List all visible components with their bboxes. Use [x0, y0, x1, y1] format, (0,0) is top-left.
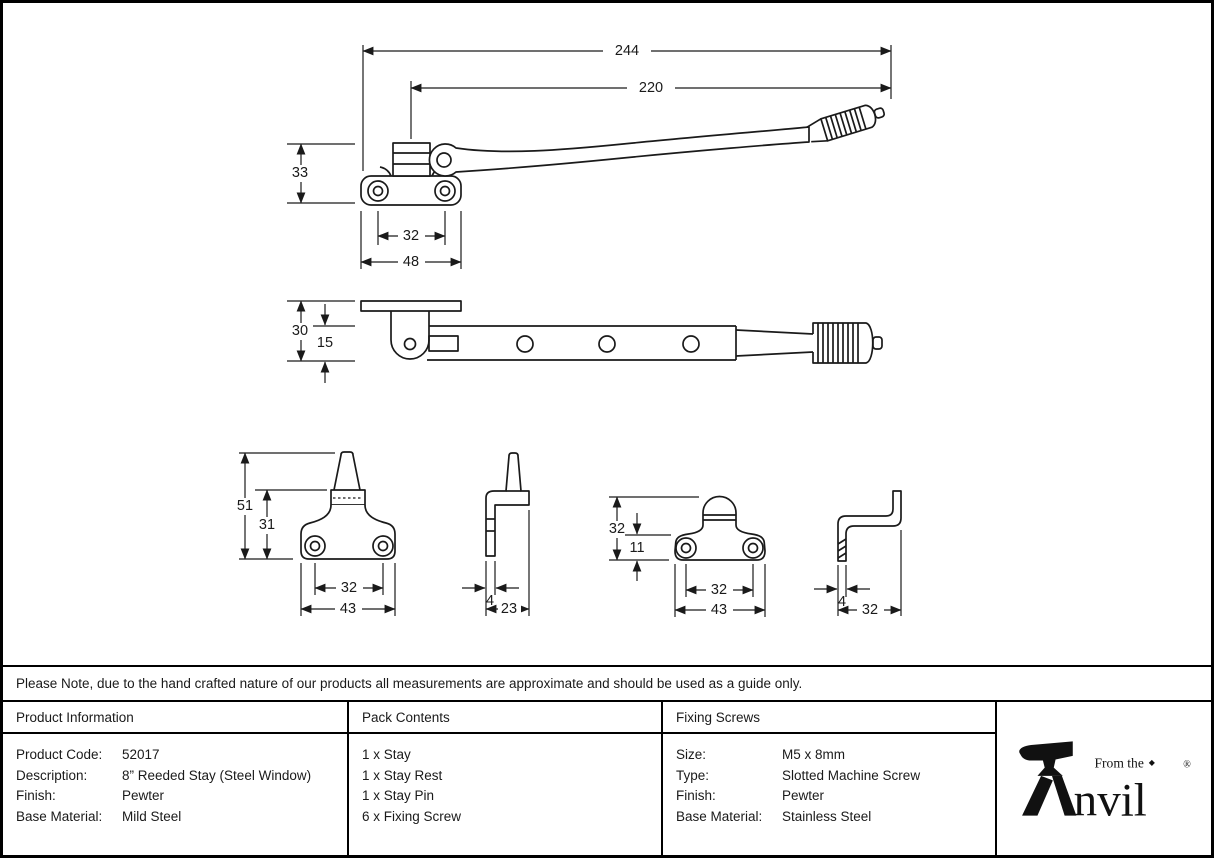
dim-pin-depth: 23 — [500, 601, 518, 617]
info-tables-row — [3, 702, 1211, 855]
row-value: Mild Steel — [122, 808, 182, 824]
diamond-icon: ◆ — [1148, 757, 1156, 767]
product-information-header: Product Information — [3, 702, 347, 734]
dim-stay-base-width: 48 — [402, 254, 420, 270]
row-value: Stainless Steel — [782, 808, 872, 824]
dim-pin-hole-spacing: 32 — [340, 580, 358, 596]
drawing-stay-rest-front — [604, 497, 765, 618]
dim-pin-base-width: 43 — [339, 601, 357, 617]
dim-pin-overall-height: 51 — [236, 498, 254, 514]
pack-contents-header: Pack Contents — [349, 702, 661, 734]
row-label: Base Material: — [16, 808, 103, 824]
brand-logo-cell — [997, 702, 1211, 855]
fixing-screws-section — [663, 702, 997, 855]
row-value: 8” Reeded Stay (Steel Window) — [122, 767, 312, 783]
dim-stay-hole-spacing: 32 — [402, 228, 420, 244]
dim-stay-overall: 244 — [614, 43, 640, 59]
dim-stay-bracket-height: 33 — [291, 165, 309, 181]
table-row — [16, 786, 334, 807]
drawing-stay-side — [287, 301, 882, 383]
table-row — [16, 807, 334, 828]
logo-brand-text: nvil — [1073, 774, 1147, 822]
letter-a-right-leg — [1052, 775, 1076, 815]
from-the-anvil-logo — [1011, 736, 1197, 822]
dim-stay-bar-height: 15 — [316, 335, 334, 351]
row-value: 52017 — [122, 747, 160, 762]
stay-handle-plan — [806, 101, 887, 146]
technical-drawing-area — [3, 3, 1211, 665]
row-label: Type: — [676, 767, 710, 783]
list-item: 1 x Stay Pin — [362, 788, 435, 803]
disclaimer-note-text: Please Note, due to the hand crafted nature of our products all measurements are approximate and should be used as a guide only. — [16, 676, 803, 691]
table-row — [16, 745, 334, 766]
list-item: 6 x Fixing Screw — [362, 808, 462, 824]
table-row — [16, 766, 334, 787]
row-label: Description: — [16, 767, 88, 783]
dim-rest-hole-spacing: 32 — [710, 582, 728, 598]
table-row — [676, 766, 982, 787]
drawing-stay-pin-side — [462, 453, 529, 617]
dim-rest-base-height: 11 — [629, 540, 645, 556]
list-item: 1 x Stay — [362, 747, 411, 762]
row-label: Finish: — [16, 788, 56, 803]
drawing-stay-plan — [287, 42, 891, 270]
product-information-section — [3, 702, 349, 855]
product-information-body — [3, 734, 347, 827]
dim-pin-body-height: 31 — [258, 517, 276, 533]
row-value: Pewter — [782, 788, 825, 803]
row-value: M5 x 8mm — [782, 747, 846, 762]
fixing-screws-header: Fixing Screws — [663, 702, 995, 734]
row-label: Base Material: — [676, 808, 763, 824]
dim-pin-thickness: 4 — [485, 593, 495, 609]
technical-drawing-svg — [3, 3, 1211, 665]
drawing-stay-rest-side — [814, 491, 901, 618]
dim-stay-arm: 220 — [638, 80, 664, 96]
row-value: Pewter — [122, 788, 165, 803]
dim-rest-depth: 32 — [861, 602, 879, 618]
registered-trademark-icon: ® — [1183, 759, 1191, 771]
dim-rest-thickness: 4 — [837, 594, 847, 610]
row-label: Finish: — [676, 788, 716, 803]
disclaimer-note-row — [3, 665, 1214, 702]
pack-contents-section — [349, 702, 663, 855]
table-row — [676, 807, 982, 828]
anvil-icon — [1019, 741, 1073, 775]
dim-rest-base-width: 43 — [710, 602, 728, 618]
pack-contents-body — [349, 734, 661, 827]
table-row — [676, 786, 982, 807]
drawing-stay-pin-front — [232, 452, 395, 617]
dim-stay-side-height: 30 — [291, 323, 309, 339]
list-item: 1 x Stay Rest — [362, 767, 443, 783]
dim-rest-overall-height: 32 — [608, 521, 626, 537]
logo-tagline: From the — [1094, 755, 1144, 771]
row-label: Size: — [676, 747, 707, 762]
row-label: Product Code: — [16, 747, 103, 762]
fixing-screws-body — [663, 734, 995, 827]
table-row — [676, 745, 982, 766]
row-value: Slotted Machine Screw — [782, 767, 921, 783]
letter-a-left-leg — [1022, 775, 1053, 815]
